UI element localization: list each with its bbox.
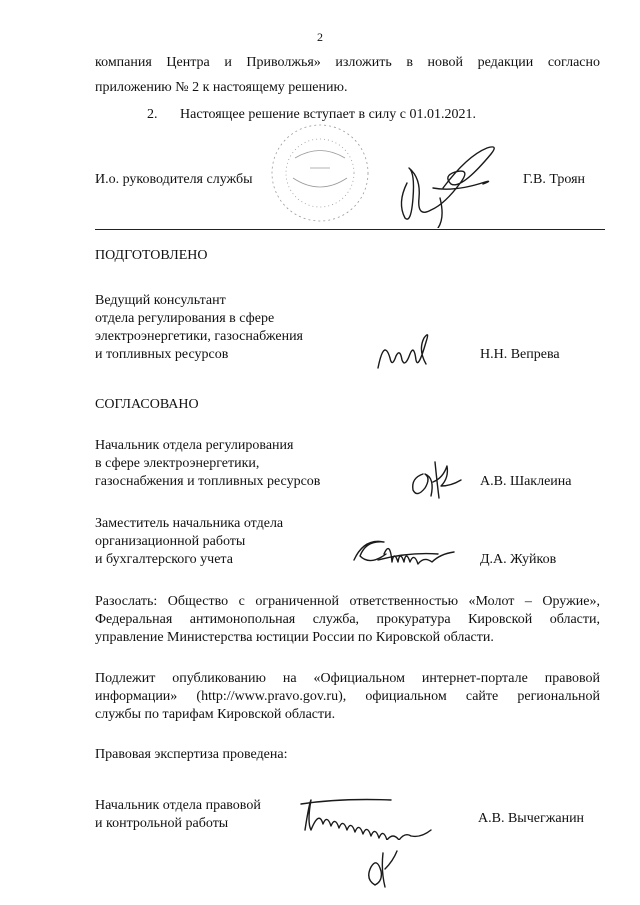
distribution-line: управление Министерства юстиции России по Кировской области. [95, 630, 494, 645]
prepared-position-line: и топливных ресурсов [95, 347, 229, 362]
agreed-person-1-position [95, 437, 320, 491]
agreed-person-1-name: А.В. Шаклеина [480, 474, 572, 489]
agreed-heading: СОГЛАСОВАНО [95, 397, 199, 412]
expertise-position [95, 797, 261, 833]
prepared-position-line: Ведущий консультант [95, 293, 226, 308]
head-title: И.о. руководителя службы [95, 172, 253, 187]
item-2-text: Настоящее решение вступает в силу с 01.01.2021. [180, 107, 476, 122]
prepared-position-line: отдела регулирования в сфере [95, 311, 275, 326]
agreed-person-2-line: и бухгалтерского учета [95, 552, 233, 567]
intro-line-1: компания Центра и Приволжья» изложить в новой редакции согласно [95, 55, 600, 70]
head-name: Г.В. Троян [523, 172, 586, 187]
agreed-person-1-line: газоснабжения и топливных ресурсов [95, 474, 321, 489]
agreed-person-2-line: Заместитель начальника отдела [95, 516, 284, 531]
prepared-name: Н.Н. Вепрева [480, 347, 560, 362]
separator-line [95, 229, 605, 230]
intro-line-2: приложению № 2 к настоящему решению. [95, 80, 348, 95]
publication-line: информации» (http://www.pravo.gov.ru), официальном сайте региональной [95, 689, 600, 704]
agreed-person-1-signature [405, 452, 467, 504]
publication-line: службы по тарифам Кировской области. [95, 707, 336, 722]
publication-line: Подлежит опубликованию на «Официальном интернет-портале правовой [95, 671, 600, 686]
distribution-line: Федеральная антимонопольная служба, прокуратура Кировской области, [95, 612, 600, 627]
prepared-position-line: электроэнергетики, газоснабжения [95, 329, 303, 344]
prepared-position [95, 292, 303, 364]
head-signature [385, 128, 505, 228]
prepared-signature [372, 330, 442, 375]
agreed-person-1-line: в сфере электроэнергетики, [95, 456, 260, 471]
distribution-block [95, 593, 600, 647]
page-number: 2 [317, 30, 323, 44]
distribution-line: Разослать: Общество с ограниченной ответственностью «Молот – Оружие», [95, 594, 600, 609]
stamp-seal [255, 118, 385, 228]
expertise-signature [293, 790, 468, 840]
expertise-label: Правовая экспертиза проведена: [95, 747, 288, 762]
publication-block [95, 670, 600, 724]
expertise-name: А.В. Вычегжанин [478, 811, 585, 826]
agreed-person-2-position [95, 515, 283, 569]
initials-mark [355, 845, 405, 895]
agreed-person-2-name: Д.А. Жуйков [480, 552, 557, 567]
agreed-person-1-line: Начальник отдела регулирования [95, 438, 294, 453]
item-2-number: 2. [147, 107, 158, 122]
expertise-position-line: и контрольной работы [95, 816, 229, 831]
prepared-heading: ПОДГОТОВЛЕНО [95, 248, 208, 263]
expertise-position-line: Начальник отдела правовой [95, 798, 261, 813]
agreed-person-2-line: организационной работы [95, 534, 246, 549]
agreed-person-2-signature [348, 530, 476, 578]
